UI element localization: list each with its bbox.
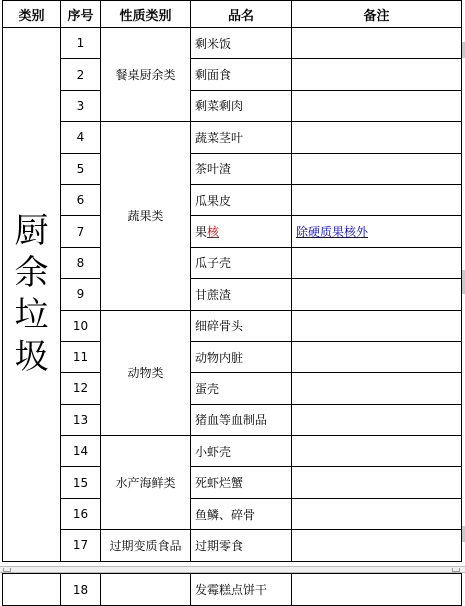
seq-cell: 10 (61, 310, 101, 341)
category-cell (3, 574, 61, 606)
table-row (3, 310, 462, 341)
seq-cell: 17 (61, 530, 101, 561)
spellcheck-marked-text: 核 (207, 225, 220, 240)
category-label: 厨余垃圾 (14, 211, 49, 378)
name-cell: 小虾壳 (191, 436, 292, 467)
name-cell: 瓜果皮 (191, 184, 292, 215)
note-cell (292, 467, 462, 498)
header-note: 备注 (292, 1, 462, 28)
property-cell: 动物类 (101, 310, 191, 436)
seq-cell: 4 (61, 122, 101, 153)
note-cell (292, 247, 462, 278)
seq-cell: 9 (61, 279, 101, 310)
name-cell: 动物内脏 (191, 341, 292, 372)
name-cell: 剩菜剩肉 (191, 90, 292, 121)
note-cell (292, 341, 462, 372)
waste-classification-table (2, 0, 462, 562)
note-link[interactable]: 除硬质果核外 (296, 225, 369, 240)
note-cell (292, 184, 462, 215)
header-name: 品名 (191, 1, 292, 28)
property-cell (101, 574, 191, 606)
page-break (0, 566, 465, 573)
name-cell: 蛋壳 (191, 373, 292, 404)
note-cell (292, 216, 462, 247)
seq-cell: 13 (61, 404, 101, 435)
header-category: 类别 (3, 1, 61, 28)
page-corner-mark (452, 568, 460, 572)
continued-table (2, 573, 462, 606)
seq-cell: 11 (61, 341, 101, 372)
header-seq: 序号 (61, 1, 101, 28)
property-cell: 餐桌厨余类 (101, 28, 191, 122)
note-cell (292, 59, 462, 90)
name-cell: 鱼鳞、碎骨 (191, 498, 292, 529)
header-property: 性质类别 (101, 1, 191, 28)
table-row (3, 530, 462, 561)
table-row (3, 498, 462, 529)
note-cell (292, 122, 462, 153)
table-row (3, 90, 462, 121)
table-row (3, 184, 462, 215)
name-cell: 剩米饭 (191, 28, 292, 59)
next-page (2, 573, 461, 605)
table-row (3, 436, 462, 467)
seq-cell: 7 (61, 216, 101, 247)
note-cell (292, 279, 462, 310)
name-cell: 过期零食 (191, 530, 292, 561)
seq-cell: 6 (61, 184, 101, 215)
name-cell: 剩面食 (191, 59, 292, 90)
name-cell: 瓜子壳 (191, 247, 292, 278)
table-row (3, 216, 462, 247)
seq-cell: 2 (61, 59, 101, 90)
seq-cell: 16 (61, 498, 101, 529)
table-row (3, 59, 462, 90)
seq-cell: 3 (61, 90, 101, 121)
name-cell: 猪血等血制品 (191, 404, 292, 435)
table-row (3, 28, 462, 59)
note-cell (292, 574, 462, 606)
seq-cell: 12 (61, 373, 101, 404)
seq-cell: 14 (61, 436, 101, 467)
name-cell: 甘蔗渣 (191, 279, 292, 310)
note-cell (292, 153, 462, 184)
table-row (3, 373, 462, 404)
seq-cell: 5 (61, 153, 101, 184)
note-cell (292, 310, 462, 341)
name-cell: 蔬菜茎叶 (191, 122, 292, 153)
page-corner-mark (3, 568, 11, 572)
table-row (3, 574, 462, 606)
name-cell: 细碎骨头 (191, 310, 292, 341)
seq-cell: 1 (61, 28, 101, 59)
header-row (3, 1, 462, 28)
property-cell: 蔬果类 (101, 122, 191, 310)
table-row (3, 153, 462, 184)
note-cell (292, 90, 462, 121)
name-cell (191, 216, 292, 247)
waste-table-page (2, 0, 461, 566)
note-cell (292, 436, 462, 467)
table-row (3, 279, 462, 310)
category-cell (3, 28, 61, 562)
seq-cell: 8 (61, 247, 101, 278)
note-cell (292, 373, 462, 404)
note-cell (292, 404, 462, 435)
table-row (3, 341, 462, 372)
name-text: 果 (195, 225, 208, 240)
note-cell (292, 28, 462, 59)
table-row (3, 122, 462, 153)
seq-cell: 15 (61, 467, 101, 498)
name-cell: 死虾烂蟹 (191, 467, 292, 498)
table-row (3, 404, 462, 435)
name-cell: 茶叶渣 (191, 153, 292, 184)
property-cell: 水产海鲜类 (101, 436, 191, 530)
table-row (3, 247, 462, 278)
name-cell: 发霉糕点饼干 (191, 574, 292, 606)
table-row (3, 467, 462, 498)
note-cell (292, 530, 462, 561)
seq-cell: 18 (61, 574, 101, 606)
property-cell: 过期变质食品 (101, 530, 191, 561)
note-cell (292, 498, 462, 529)
